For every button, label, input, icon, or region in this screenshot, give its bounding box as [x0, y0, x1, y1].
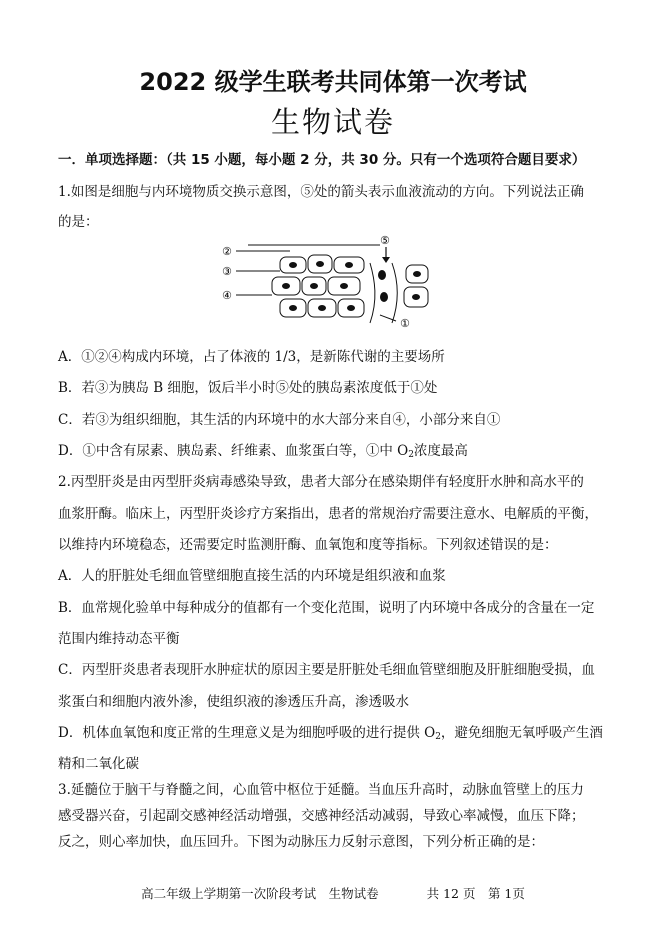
q2-option-b-line1: B．血常规化验单中每种成分的值都有一个变化范围，说明了内环境中各成分的含量在一定 [58, 600, 595, 616]
q2-stem-line2: 血浆肝酶。临床上，丙型肝炎诊疗方案指出，患者的常规治疗需要注意水、电解质的平衡， [58, 506, 598, 522]
capillary-wall [392, 263, 397, 323]
footer-page-count: 共 12 页 第 1页 [426, 886, 525, 901]
exam-subtitle: 生物试卷 [270, 105, 395, 139]
q2-option-d-line2: 精和二氧化碳 [58, 756, 139, 772]
q2-option-c-line1: C．丙型肝炎患者表现肝水肿症状的原因主要是肝脏处毛细血管壁细胞及肝脏细胞受损，血 [58, 662, 595, 678]
q3-stem-line1: 3.延髓位于脑干与脊髓之间，心血管中枢位于延髓。当血压升高时，动脉血管壁上的压力 [58, 782, 584, 798]
exam-title: 2022 级学生联考共同体第一次考试 [139, 68, 527, 96]
cell-nuclei [282, 261, 421, 311]
page-footer [0, 884, 666, 902]
cell-exchange-diagram [220, 235, 440, 335]
q2-stem-line3: 以维持内环境稳态，还需要定时监测肝酶、血氧饱和度等指标。下列叙述错误的是： [58, 537, 558, 553]
figure-label-4: ④ [222, 289, 232, 302]
footer-exam-name: 高二年级上学期第一次阶段考试 生物试卷 [141, 886, 379, 901]
q1-option-a: A．①②④构成内环境，占了体液的 1/3，是新陈代谢的主要场所 [58, 349, 445, 365]
blood-flow-arrowhead [382, 257, 390, 263]
figure-label-1: ① [400, 317, 410, 330]
q3-stem-line2: 感受器兴奋，引起副交感神经活动增强，交感神经活动减弱，导致心率减慢，血压下降； [58, 808, 585, 824]
q2-option-b-line2: 范围内维持动态平衡 [58, 631, 180, 647]
q1-option-d: D．①中含有尿素、胰岛素、纤维素、血浆蛋白等，①中 $O_2$浓度最高 [58, 443, 468, 460]
q1-option-b: B．若③为胰岛 B 细胞，饭后半小时⑤处的胰岛素浓度低于①处 [58, 380, 438, 396]
q2-option-c-line2: 浆蛋白和细胞内液外渗，使组织液的渗透压升高，渗透吸水 [58, 694, 409, 710]
figure-label-2: ② [222, 245, 232, 258]
q2-option-a: A．人的肝脏处毛细血管壁细胞直接生活的内环境是组织液和血浆 [58, 568, 446, 584]
section-heading: 一．单项选择题：（共 15 小题，每小题 2 分，共 30 分。只有一个选项符合题目要求） [58, 152, 586, 168]
q3-stem-line3: 反之，则心率加快，血压回升。下图为动脉压力反射示意图，下列分析正确的是： [58, 834, 544, 850]
q2-stem-line1: 2.丙型肝炎是由丙型肝炎病毒感染导致，患者大部分在感染期伴有轻度肝水肿和高水平的 [58, 474, 584, 490]
q1-stem-line1: 1.如图是细胞与内环境物质交换示意图，⑤处的箭头表示血液流动的方向。下列说法正确 [58, 184, 584, 200]
q1-stem-line2: 的是： [58, 214, 99, 230]
q1-option-c: C．若③为组织细胞，其生活的内环境中的水大部分来自④，小部分来自① [58, 412, 501, 428]
capillary-wall [370, 263, 375, 323]
q2-option-d: D．机体血氧饱和度正常的生理意义是为细胞呼吸的进行提供 $O_2$，避免细胞无氧呼吸产生酒 [58, 725, 603, 742]
figure-label-3: ③ [222, 265, 232, 278]
figure-label-5: ⑤ [380, 235, 390, 247]
